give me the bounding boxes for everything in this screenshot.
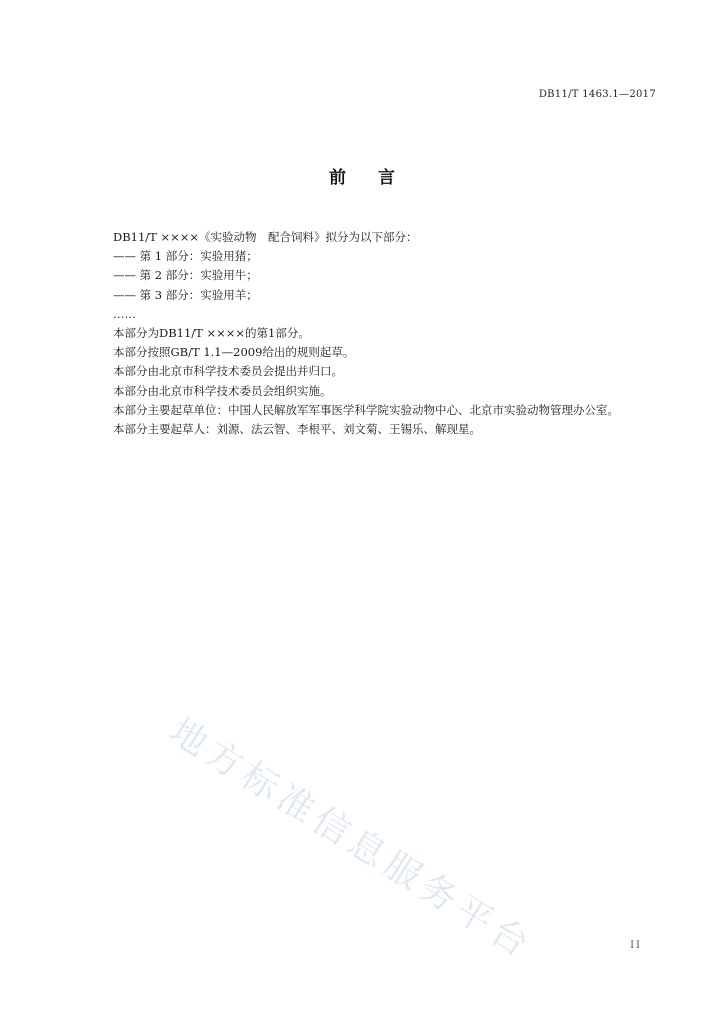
paragraph-drafting-rules: 本部分按照GB/T 1.1—2009给出的规则起草。 <box>113 345 355 360</box>
list-item-part-3: —— 第 3 部分：实验用羊； <box>113 287 258 302</box>
standard-code-header: DB11/T 1463.1—2017 <box>538 89 656 100</box>
section-title-foreword: 前言 <box>329 168 427 188</box>
page-number: II <box>630 940 642 951</box>
paragraph-parts-intro: DB11/T ××××《实验动物 配合饲料》拟分为以下部分： <box>113 230 418 244</box>
paragraph-implemented-by: 本部分由北京市科学技术委员会组织实施。 <box>113 383 332 398</box>
paragraph-proposed-by: 本部分由北京市科学技术委员会提出并归口。 <box>113 364 343 379</box>
foreword-body <box>113 228 673 439</box>
watermark: 地方标准信息服务平台 <box>162 710 541 969</box>
paragraph-drafting-units: 本部分主要起草单位：中国人民解放军军事医学科学院实验动物中心、北京市实验动物管理办公室。 <box>113 402 619 417</box>
list-item-part-1: —— 第 1 部分：实验用猪； <box>113 249 258 264</box>
paragraph-part-statement: 本部分为DB11/T ××××的第1部分。 <box>113 326 310 341</box>
list-item-part-2: —— 第 2 部分：实验用牛； <box>113 268 258 283</box>
list-ellipsis: …… <box>113 306 136 321</box>
paragraph-drafters: 本部分主要起草人：刘源、法云智、李根平、刘文菊、王锡乐、解现星。 <box>113 422 481 437</box>
